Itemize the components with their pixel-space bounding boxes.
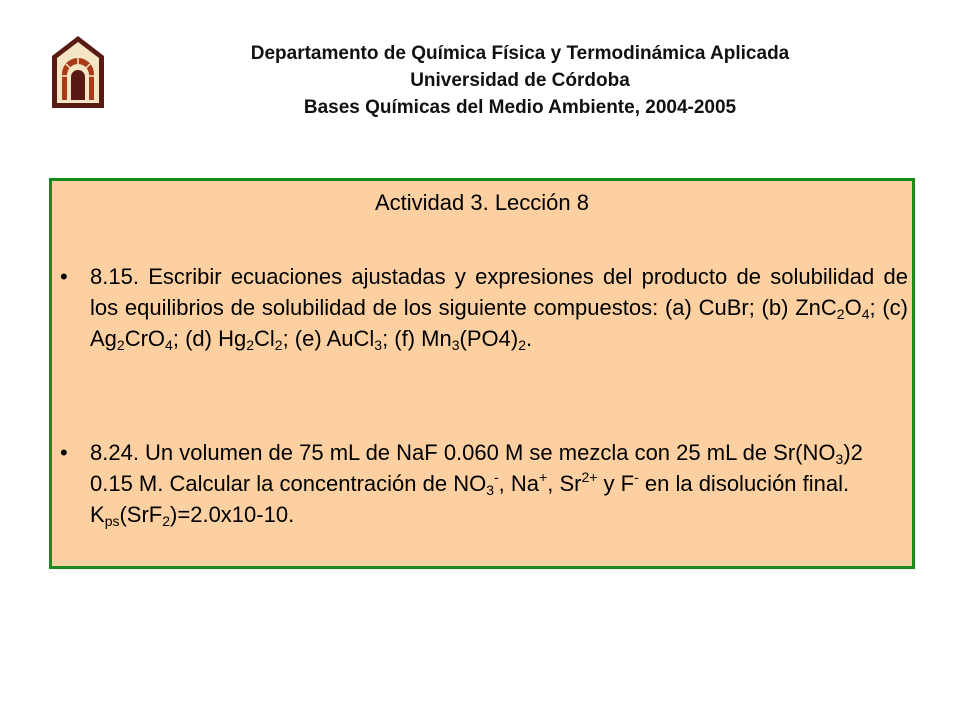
university-name: Universidad de Córdoba [410, 70, 630, 91]
exercise-item [52, 437, 912, 530]
exercise-item [52, 261, 912, 354]
exercise-text: 8.24. Un volumen de 75 mL de NaF 0.060 M se mezcla con 25 mL de $Sr(NO_3)2$ 0.15 M. Calcular la concentración de $NO_3^-$, Na+, $Sr^{2+}$ y F- en la disolución final. $K_{ps}(SrF_2)=2.0x10-10$. [90, 440, 863, 529]
bullet-icon: • [60, 440, 68, 465]
page-header [130, 40, 910, 121]
department-name: Departamento de Química Física y Termodinámica Aplicada [250, 43, 790, 64]
activity-panel [49, 178, 915, 569]
bullet-icon: • [60, 264, 68, 289]
university-crest-icon [48, 34, 108, 114]
exercise-text: 8.15. Escribir ecuaciones ajustadas y expresiones del producto de solubilidad de los equilibrios de solubilidad de los siguiente compuestos: (a) CuBr; (b) $ZnC_2O_4$; (c) $Ag_2CrO_4$; (d) $Hg_2Cl_2$; (e) AuCl$_3$; (f) $Mn_3(PO4)_2$. [90, 264, 908, 353]
activity-title: Actividad 3. Lección 8 [374, 190, 590, 215]
course-title: Bases Químicas del Medio Ambiente, 2004-2005 [303, 97, 737, 118]
